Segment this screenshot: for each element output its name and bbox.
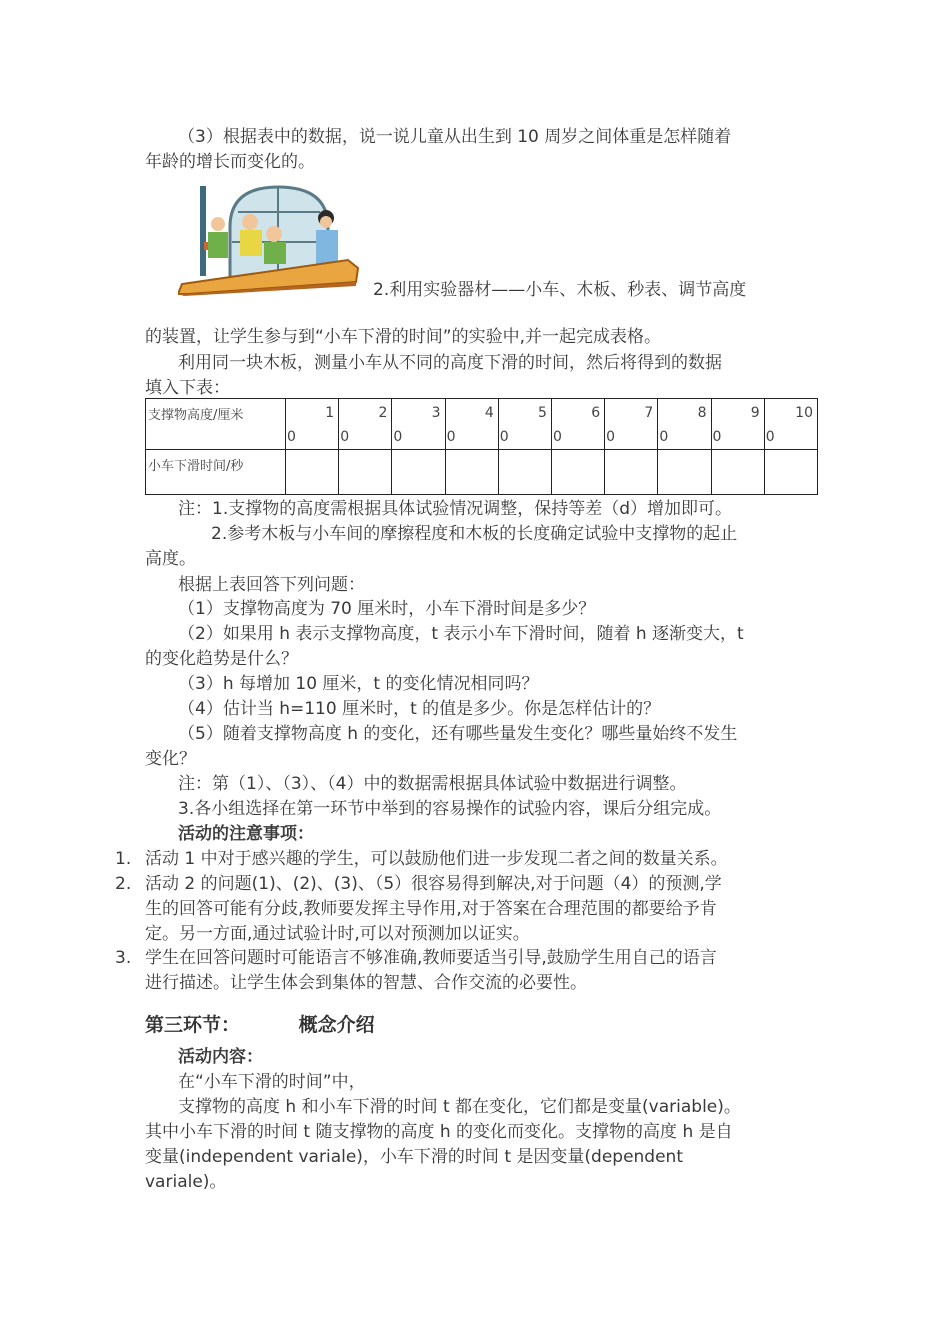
question-3: （3）h 每增加 10 厘米，t 的变化情况相同吗？	[178, 674, 539, 694]
table-cell: 7 0	[605, 399, 658, 450]
paragraph-item-3: 3.各小组选择在第一环节中举到的容易操作的试验内容，课后分组完成。	[178, 799, 722, 819]
table-cell-empty	[286, 450, 339, 495]
table-cell: 9 0	[711, 399, 764, 450]
note-2-cont: 高度。	[145, 549, 196, 569]
paragraph-item-2: 2.利用实验器材——小车、木板、秒表、调节高度	[373, 280, 747, 300]
table-cell: 2 0	[339, 399, 392, 450]
question-1: （1）支撑物高度为 70 厘米时，小车下滑时间是多少？	[178, 599, 596, 619]
list-item: 活动 1 中对于感兴趣的学生，可以鼓励他们进一步发现二者之间的数量关系。	[145, 849, 728, 869]
table-cell: 1 0	[286, 399, 339, 450]
question-2-cont: 的变化趋势是什么？	[145, 649, 298, 669]
table-cell-empty	[711, 450, 764, 495]
list-number: 1.	[115, 849, 132, 869]
list-number: 2.	[115, 874, 132, 894]
list-item: 学生在回答问题时可能语言不够准确,教师要适当引导,鼓励学生用自己的语言	[145, 948, 717, 968]
activity-title: 活动内容：	[178, 1047, 263, 1067]
section-title: 概念介绍	[298, 1014, 375, 1036]
attention-title: 活动的注意事项：	[178, 824, 314, 844]
note-2: 2.参考木板与小车间的摩擦程度和木板的长度确定试验中支撑物的起止	[211, 524, 738, 544]
table-cell-empty	[445, 450, 498, 495]
question-5: （5）随着支撑物高度 h 的变化，还有哪些量发生变化？哪些量始终不发生	[178, 724, 738, 744]
concept-paragraph-2-cont: variale)。	[145, 1172, 227, 1192]
section-heading	[145, 1010, 375, 1037]
list-item-cont: 进行描述。让学生体会到集体的智慧、合作交流的必要性。	[145, 973, 587, 993]
table-cell: 8 0	[658, 399, 711, 450]
paragraph-instruction: 利用同一块木板，测量小车从不同的高度下滑的时间，然后将得到的数据	[178, 353, 722, 373]
list-item-cont: 生的回答可能有分歧,教师要发挥主导作用,对于答案在合理范围的都要给予肯	[145, 899, 717, 919]
table-cell: 3 0	[392, 399, 445, 450]
list-number: 3.	[115, 948, 132, 968]
table-cell-empty	[551, 450, 604, 495]
paragraph-item-2-cont: 的装置，让学生参与到“小车下滑的时间”的实验中,并一起完成表格。	[145, 327, 662, 347]
paragraph-question-3-cont: 年龄的增长而变化的。	[145, 152, 315, 172]
question-2: （2）如果用 h 表示支撑物高度，t 表示小车下滑时间，随着 h 逐渐变大，t	[178, 624, 744, 644]
question-4: （4）估计当 h=110 厘米时，t 的值是多少。你是怎样估计的？	[178, 699, 661, 719]
experiment-table	[145, 398, 818, 495]
table-row	[146, 399, 818, 450]
list-item: 活动 2 的问题(1)、(2)、(3)、（5）很容易得到解决,对于问题（4）的预测,学	[145, 874, 722, 894]
paragraph-instruction-cont: 填入下表：	[145, 378, 230, 398]
note-1: 注：1.支撑物的高度需根据具体试验情况调整，保持等差（d）增加即可。	[178, 499, 733, 519]
table-cell: 6 0	[551, 399, 604, 450]
table-cell-empty	[658, 450, 711, 495]
table-cell-empty	[605, 450, 658, 495]
note-3: 注：第（1）、（3）、（4）中的数据需根据具体试验中数据进行调整。	[178, 774, 687, 794]
table-cell: 10 0	[764, 399, 817, 450]
table-cell: 4 0	[445, 399, 498, 450]
table-cell-empty	[392, 450, 445, 495]
table-row	[146, 450, 818, 495]
section-label: 第三环节：	[145, 1014, 241, 1036]
list-item-cont: 定。另一方面,通过试验计时,可以对预测加以证实。	[145, 924, 530, 944]
question-5-cont: 变化？	[145, 749, 196, 769]
table-cell-empty	[498, 450, 551, 495]
table-cell-empty	[764, 450, 817, 495]
table-header-height: 支撑物高度/厘米	[146, 399, 286, 450]
concept-paragraph-2-cont: 其中小车下滑的时间 t 随支撑物的高度 h 的变化而变化。支撑物的高度 h 是自	[145, 1122, 733, 1142]
table-cell-empty	[339, 450, 392, 495]
paragraph-question-3: （3）根据表中的数据，说一说儿童从出生到 10 周岁之间体重是怎样随着	[178, 127, 732, 147]
table-cell: 5 0	[498, 399, 551, 450]
concept-paragraph-2: 支撑物的高度 h 和小车下滑的时间 t 都在变化，它们都是变量(variable)。	[178, 1097, 741, 1117]
questions-intro: 根据上表回答下列问题：	[178, 575, 365, 595]
table-header-time: 小车下滑时间/秒	[146, 450, 286, 495]
concept-paragraph-2-cont: 变量(independent variale)，小车下滑的时间 t 是因变量(dependent	[145, 1147, 683, 1167]
experiment-illustration	[178, 182, 370, 297]
concept-paragraph-1: 在“小车下滑的时间”中，	[178, 1072, 366, 1092]
